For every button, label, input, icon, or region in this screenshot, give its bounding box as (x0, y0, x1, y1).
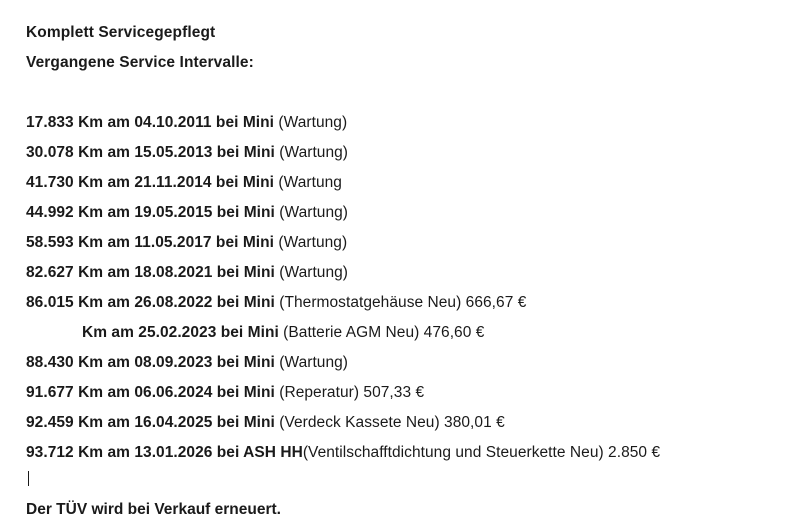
service-entry-mileage-date: 86.015 Km am 26.08.2022 bei Mini (26, 294, 275, 311)
service-entry-row (26, 168, 774, 198)
service-entry-mileage-date: 91.677 Km am 06.06.2024 bei Mini (26, 384, 275, 401)
service-entry-mileage-date: Km am 25.02.2023 bei Mini (82, 324, 279, 341)
service-entry-mileage-date: 88.430 Km am 08.09.2023 bei Mini (26, 354, 275, 371)
service-entry-details: (Thermostatgehäuse Neu) 666,67 € (274, 294, 527, 311)
caret-icon (28, 471, 29, 486)
page-subtitle: Vergangene Service Intervalle: (26, 54, 254, 71)
service-entry-details: (Wartung (274, 174, 342, 191)
service-entry-details: (Wartung) (274, 204, 349, 221)
service-entry-row (26, 408, 774, 438)
service-entry-row (26, 108, 774, 138)
page-title: Komplett Servicegepflegt (26, 24, 216, 41)
service-entry-details: (Wartung) (274, 264, 349, 281)
service-entry-row (26, 438, 774, 468)
service-entry-row (26, 198, 774, 228)
service-entry-details: (Batterie AGM Neu) 476,60 € (278, 324, 485, 341)
service-entry-details: (Reperatur) 507,33 € (274, 384, 425, 401)
service-entry-details: (Verdeck Kassete Neu) 380,01 € (274, 414, 505, 431)
service-entry-mileage-date: 41.730 Km am 21.11.2014 bei Mini (26, 174, 275, 191)
service-entry-row (26, 378, 774, 408)
service-entry-row (26, 228, 774, 258)
service-entry-mileage-date: 93.712 Km am 13.01.2026 bei ASH HH (26, 444, 303, 461)
service-entry-row (26, 348, 774, 378)
service-entry-details: (Wartung) (274, 144, 349, 161)
service-entry-row (26, 288, 774, 318)
footer-note: Der TÜV wird bei Verkauf erneuert. (26, 501, 281, 518)
service-entry-mileage-date: 30.078 Km am 15.05.2013 bei Mini (26, 144, 275, 161)
service-entry-row (26, 318, 774, 348)
service-entry-mileage-date: 58.593 Km am 11.05.2017 bei Mini (26, 234, 275, 251)
service-entry-details: (Wartung) (274, 234, 348, 251)
service-entry-row (26, 258, 774, 288)
service-entry-mileage-date: 92.459 Km am 16.04.2025 bei Mini (26, 414, 275, 431)
service-entry-mileage-date: 17.833 Km am 04.10.2011 bei Mini (26, 114, 275, 131)
spacer (26, 78, 774, 108)
service-entry-details: (Ventilschafftdichtung und Steuerkette Neu) 2.850 € (302, 444, 661, 461)
text-cursor (26, 468, 774, 492)
service-entry-details: (Wartung) (274, 114, 348, 131)
service-entry-details: (Wartung) (274, 354, 349, 371)
service-entry-mileage-date: 44.992 Km am 19.05.2015 bei Mini (26, 204, 275, 221)
service-entry-row (26, 138, 774, 168)
service-entry-mileage-date: 82.627 Km am 18.08.2021 bei Mini (26, 264, 275, 281)
service-interval-list (26, 108, 774, 468)
